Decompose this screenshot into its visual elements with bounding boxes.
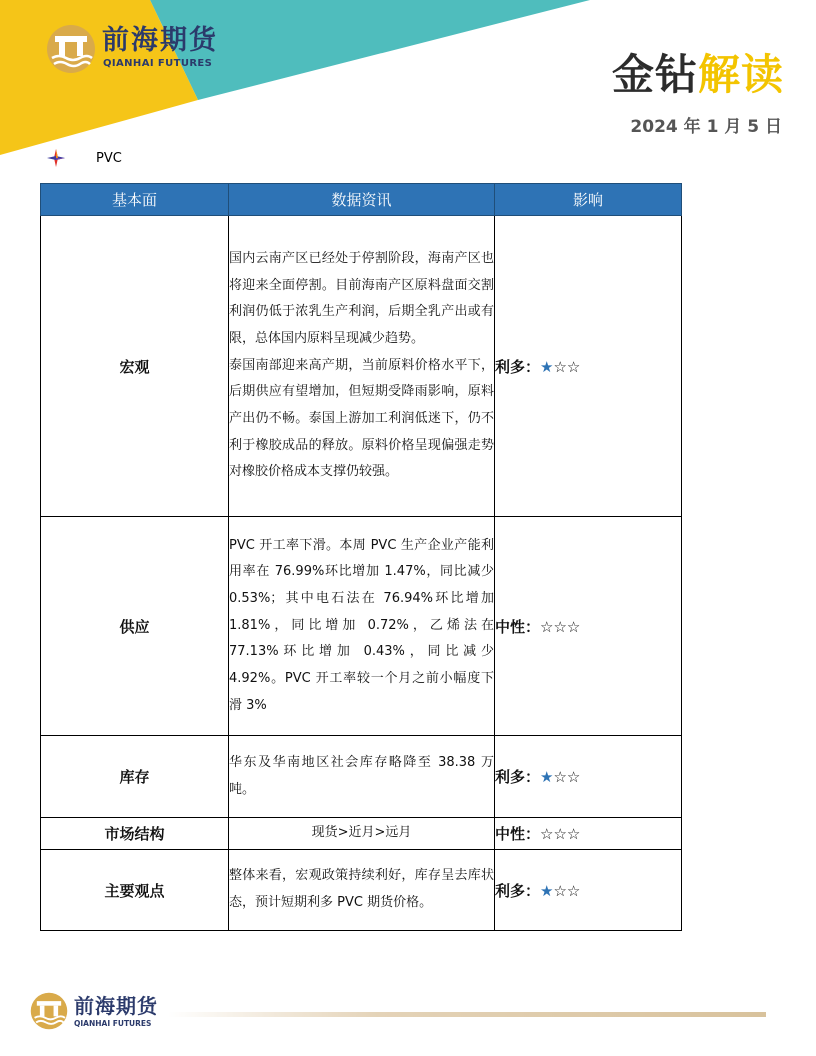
star-filled-icon: ★: [540, 768, 554, 786]
footer-logo: [30, 992, 170, 1032]
info-inventory: [229, 736, 495, 818]
star-rating: [540, 768, 580, 786]
info-supply-p1: PVC 开工率下滑。本周 PVC 生产企业产能利用率在 76.99%环比增加 1.47%，同比减少 0.53%；其中电石法在 76.94%环比增加 1.81%，同比增加 0.72%，乙烯法在 77.13%环比增加 0.43%，同比减少 4.92%。PVC 开工率较一个月之前小幅度下滑 3%: [229, 537, 494, 713]
impact-inventory: [495, 736, 682, 818]
company-name-cn: 前海期货: [102, 25, 218, 56]
info-macro: [229, 216, 495, 517]
category-main-view: 主要观点: [41, 850, 229, 931]
info-supply: [229, 517, 495, 736]
compass-star-icon: [46, 148, 66, 168]
info-market-structure-p1: 现货>近月>远月: [311, 825, 412, 841]
brand-title-part1: 金钻: [611, 50, 698, 99]
info-main-view: [229, 850, 495, 931]
impact-market-structure: [495, 818, 682, 850]
report-date: 2024 年 1 月 5 日: [630, 117, 782, 137]
impact-label: 利多：: [495, 768, 541, 786]
footer-company-name-en: QIANHAI FUTURES: [74, 1019, 152, 1028]
star-empty-icon: ☆☆☆: [540, 617, 581, 636]
star-empty-icon: ☆☆: [553, 768, 581, 786]
category-inventory: 库存: [41, 736, 229, 818]
star-empty-icon: ☆☆: [553, 881, 581, 900]
info-main-view-p1: 整体来看，宏观政策持续利好，库存呈去库状态，预计短期利多 PVC 期货价格。: [229, 868, 494, 910]
qianhai-logo-icon: [30, 992, 68, 1030]
section-label: PVC: [96, 151, 122, 166]
fundamentals-table: [40, 183, 682, 931]
star-rating: [540, 358, 580, 376]
table-header-row: [41, 184, 682, 216]
star-empty-icon: ☆☆☆: [540, 825, 581, 843]
brand-title: [612, 45, 784, 105]
impact-label: 中性：: [495, 617, 541, 636]
company-name-en: QIANHAI FUTURES: [103, 58, 213, 69]
category-supply: 供应: [41, 517, 229, 736]
star-rating: [540, 618, 580, 636]
impact-supply: [495, 517, 682, 736]
impact-macro: [495, 216, 682, 517]
info-inventory-p1: 华东及华南地区社会库存略降至 38.38 万吨。: [229, 754, 494, 797]
impact-label: 利多：: [495, 357, 541, 376]
impact-label: 中性：: [495, 825, 541, 843]
table-row-market-structure: [41, 818, 682, 850]
impact-main-view: [495, 850, 682, 931]
company-logo: [46, 24, 226, 74]
category-market-structure: 市场结构: [41, 818, 229, 850]
category-macro: 宏观: [41, 216, 229, 517]
table-row-inventory: [41, 736, 682, 818]
footer-company-name-cn: 前海期货: [74, 994, 158, 1018]
star-rating: [540, 825, 580, 843]
footer-divider: [168, 1012, 766, 1017]
info-macro-p2: 泰国南部迎来高产期，当前原料价格水平下，后期供应有望增加，但短期受降雨影响，原料产出仍不畅。泰国上游加工利润低迷下，仍不利于橡胶成品的释放。原料价格呈现偏强走势对橡胶价格成本支撑仍较强。: [229, 357, 494, 480]
star-rating: [540, 882, 580, 900]
header-data-info: 数据资讯: [229, 184, 495, 216]
qianhai-logo-icon: [46, 24, 96, 74]
star-filled-icon: ★: [540, 357, 554, 376]
header-fundamentals: 基本面: [41, 184, 229, 216]
table-row-main-view: [41, 850, 682, 931]
table-row-macro: [41, 216, 682, 517]
info-market-structure: [229, 818, 495, 850]
impact-label: 利多：: [495, 881, 541, 900]
star-filled-icon: ★: [540, 881, 554, 900]
info-macro-p1: 国内云南产区已经处于停割阶段，海南产区也将迎来全面停割。目前海南产区原料盘面交割利润仍低于浓乳生产利润，后期全乳产出或有限，总体国内原料呈现减少趋势。: [229, 250, 494, 346]
star-empty-icon: ☆☆: [553, 357, 581, 376]
brand-title-part2: 解读: [697, 50, 784, 99]
table-row-supply: [41, 517, 682, 736]
header-impact: 影响: [495, 184, 682, 216]
